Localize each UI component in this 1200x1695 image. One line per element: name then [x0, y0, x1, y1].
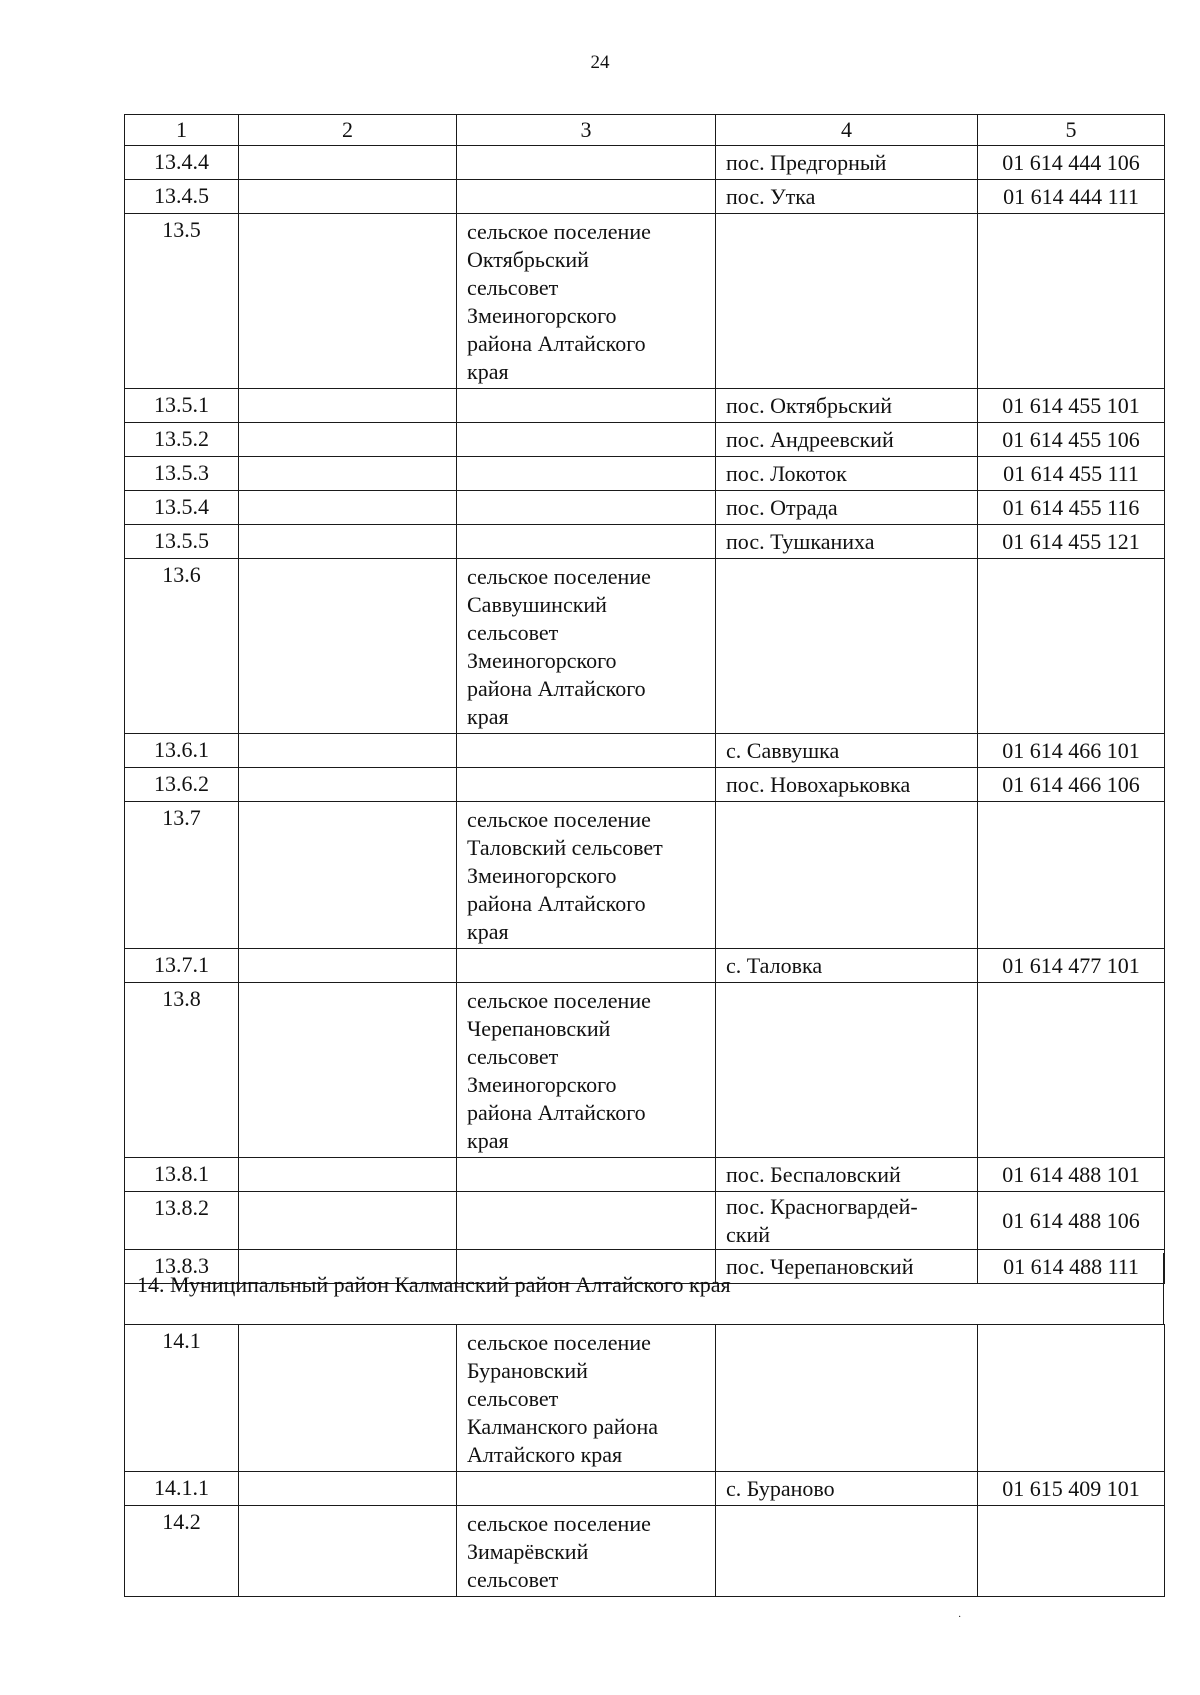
oktmo-code-cell: 01 614 488 111: [978, 1250, 1165, 1284]
settlement-name-cell: [716, 214, 978, 389]
settlement-name-cell: с. Бураново: [716, 1472, 978, 1506]
oktmo-code-cell: 01 614 455 106: [978, 423, 1165, 457]
municipality-name-cell: [457, 734, 716, 768]
municipality-name-cell: [457, 1192, 716, 1250]
municipality-name-cell: [457, 525, 716, 559]
empty-cell: [239, 389, 457, 423]
settlement-row: [125, 525, 1165, 559]
municipality-name-cell: [457, 802, 716, 949]
code-cell: 13.5.4: [125, 491, 239, 525]
settlement-row: [125, 180, 1165, 214]
code-cell: 14.2: [125, 1506, 239, 1597]
municipality-name-cell-line: района Алтайского: [467, 676, 646, 701]
settlement-name-cell: пос. Отрада: [716, 491, 978, 525]
column-number-header: 3: [457, 115, 716, 146]
settlement-name-cell: пос. Локоток: [716, 457, 978, 491]
empty-cell: [239, 802, 457, 949]
settlement-name-cell-line: пос. Красногвардей-: [726, 1194, 918, 1219]
municipality-name-cell: [457, 1158, 716, 1192]
oktmo-code-cell: 01 614 488 106: [978, 1192, 1165, 1250]
empty-cell: [239, 949, 457, 983]
settlement-row: [125, 768, 1165, 802]
settlement-row: [125, 1192, 1165, 1250]
empty-cell: [239, 146, 457, 180]
municipality-row: [125, 1506, 1165, 1597]
municipality-name-cell-line: Змеиногорского: [467, 303, 617, 328]
municipality-name-cell-line: сельское поселение: [467, 1330, 651, 1355]
code-cell: 13.8.2: [125, 1192, 239, 1250]
settlement-row: [125, 389, 1165, 423]
municipality-name-cell-line: Калманского района: [467, 1414, 659, 1439]
settlement-name-cell: с. Саввушка: [716, 734, 978, 768]
municipality-name-cell-line: края: [467, 359, 509, 384]
municipality-name-cell: [457, 214, 716, 389]
municipality-name-cell-line: района Алтайского: [467, 331, 646, 356]
municipality-name-cell-line: края: [467, 704, 509, 729]
municipality-row: [125, 802, 1165, 949]
settlement-row: [125, 949, 1165, 983]
code-cell: 13.6.1: [125, 734, 239, 768]
district-heading: 14. Муниципальный район Калманский район Алтайского края: [124, 1253, 1164, 1324]
page-number: 24: [590, 52, 610, 73]
code-cell: 13.8.3: [125, 1250, 239, 1284]
municipality-row: [125, 214, 1165, 389]
municipality-name-cell-line: Октябрьский: [467, 247, 589, 272]
settlement-name-cell: пос. Октябрьский: [716, 389, 978, 423]
code-cell: 13.5.5: [125, 525, 239, 559]
settlement-name-cell: [716, 1325, 978, 1472]
municipality-row: [125, 1325, 1165, 1472]
municipality-name-cell-line: сельсовет: [467, 1386, 559, 1411]
column-number-header: 4: [716, 115, 978, 146]
oktmo-code-cell: 01 614 455 121: [978, 525, 1165, 559]
code-cell: 13.5: [125, 214, 239, 389]
oktmo-code-cell: [978, 983, 1165, 1158]
table-header-row: [125, 115, 1165, 146]
oktmo-code-cell: 01 614 488 101: [978, 1158, 1165, 1192]
municipality-name-cell-line: сельское поселение: [467, 219, 651, 244]
settlement-name-cell: пос. Утка: [716, 180, 978, 214]
empty-cell: [239, 1158, 457, 1192]
empty-cell: [239, 734, 457, 768]
code-cell: 13.5.3: [125, 457, 239, 491]
municipality-name-cell-line: Зимарёвский: [467, 1539, 589, 1564]
code-cell: 13.4.5: [125, 180, 239, 214]
oktmo-code-cell: 01 614 455 101: [978, 389, 1165, 423]
oktmo-code-cell: 01 614 466 106: [978, 768, 1165, 802]
municipality-name-cell: [457, 949, 716, 983]
code-cell: 13.6.2: [125, 768, 239, 802]
oktmo-code-cell: [978, 1506, 1165, 1597]
municipality-name-cell: [457, 1325, 716, 1472]
code-cell: 13.7: [125, 802, 239, 949]
empty-cell: [239, 457, 457, 491]
municipality-name-cell-line: района Алтайского: [467, 891, 646, 916]
municipality-name-cell-line: сельское поселение: [467, 807, 651, 832]
municipality-name-cell-line: Змеиногорского: [467, 863, 617, 888]
empty-cell: [239, 1472, 457, 1506]
settlement-row: [125, 146, 1165, 180]
column-number-header: 5: [978, 115, 1165, 146]
empty-cell: [239, 768, 457, 802]
oktmo-code-cell: [978, 802, 1165, 949]
column-number-header: 2: [239, 115, 457, 146]
settlement-name-cell: пос. Черепановский: [716, 1250, 978, 1284]
oktmo-code-cell: 01 614 455 111: [978, 457, 1165, 491]
code-cell: 13.7.1: [125, 949, 239, 983]
municipality-name-cell-line: Алтайского края: [467, 1442, 623, 1467]
municipality-name-cell-line: сельсовет: [467, 275, 559, 300]
code-cell: 13.4.4: [125, 146, 239, 180]
oktmo-code-cell: 01 614 444 106: [978, 146, 1165, 180]
municipality-name-cell-line: Бурановский: [467, 1358, 588, 1383]
settlement-name-cell: пос. Беспаловский: [716, 1158, 978, 1192]
settlement-name-cell: [716, 1192, 978, 1250]
empty-cell: [239, 1192, 457, 1250]
empty-cell: [239, 559, 457, 734]
settlement-name-cell: [716, 1506, 978, 1597]
empty-cell: [239, 423, 457, 457]
code-cell: 14.1.1: [125, 1472, 239, 1506]
municipality-name-cell-line: Змеиногорского: [467, 648, 617, 673]
code-cell: 13.5.1: [125, 389, 239, 423]
settlement-row: [125, 1472, 1165, 1506]
municipality-name-cell: [457, 389, 716, 423]
oktmo-code-cell: 01 614 466 101: [978, 734, 1165, 768]
municipality-name-cell: [457, 146, 716, 180]
municipality-name-cell-line: края: [467, 1128, 509, 1153]
municipality-name-cell-line: края: [467, 919, 509, 944]
code-cell: 13.8.1: [125, 1158, 239, 1192]
municipality-name-cell: [457, 983, 716, 1158]
code-cell: 14.1: [125, 1325, 239, 1472]
settlement-name-cell: пос. Тушканиха: [716, 525, 978, 559]
municipality-name-cell-line: сельское поселение: [467, 1511, 651, 1536]
code-cell: 13.8: [125, 983, 239, 1158]
settlement-name-cell-line: ский: [726, 1222, 770, 1247]
oktmo-code-cell: [978, 1325, 1165, 1472]
municipality-name-cell: [457, 457, 716, 491]
municipality-name-cell: [457, 423, 716, 457]
municipality-name-cell: [457, 180, 716, 214]
municipality-row: [125, 983, 1165, 1158]
municipality-row: [125, 559, 1165, 734]
settlement-name-cell: с. Таловка: [716, 949, 978, 983]
municipality-name-cell-line: сельсовет: [467, 1567, 559, 1592]
scan-speck: ·: [958, 1612, 962, 1623]
municipality-name-cell-line: Таловский сельсовет: [467, 835, 663, 860]
municipality-name-cell: [457, 1506, 716, 1597]
column-number-header: 1: [125, 115, 239, 146]
empty-cell: [239, 1325, 457, 1472]
oktmo-code-cell: 01 614 444 111: [978, 180, 1165, 214]
empty-cell: [239, 180, 457, 214]
settlements-table: [124, 114, 1165, 1284]
oktmo-code-cell: [978, 214, 1165, 389]
settlement-row: [125, 423, 1165, 457]
oktmo-code-cell: 01 614 455 116: [978, 491, 1165, 525]
oktmo-code-cell: 01 615 409 101: [978, 1472, 1165, 1506]
municipality-name-cell: [457, 768, 716, 802]
settlement-name-cell: пос. Предгорный: [716, 146, 978, 180]
settlement-name-cell: пос. Андреевский: [716, 423, 978, 457]
code-cell: 13.6: [125, 559, 239, 734]
settlement-row: [125, 1158, 1165, 1192]
settlement-name-cell: [716, 983, 978, 1158]
settlement-row: [125, 491, 1165, 525]
municipality-name-cell-line: сельское поселение: [467, 564, 651, 589]
oktmo-code-cell: 01 614 477 101: [978, 949, 1165, 983]
code-cell: 13.5.2: [125, 423, 239, 457]
municipality-name-cell-line: Саввушинский: [467, 592, 607, 617]
oktmo-code-cell: [978, 559, 1165, 734]
empty-cell: [239, 525, 457, 559]
empty-cell: [239, 1506, 457, 1597]
settlement-name-cell: [716, 559, 978, 734]
municipality-name-cell-line: сельское поселение: [467, 988, 651, 1013]
municipality-name-cell: [457, 1472, 716, 1506]
municipality-name-cell-line: сельсовет: [467, 620, 559, 645]
municipality-name-cell: [457, 491, 716, 525]
municipality-name-cell-line: сельсовет: [467, 1044, 559, 1069]
settlement-row: [125, 734, 1165, 768]
municipality-name-cell-line: района Алтайского: [467, 1100, 646, 1125]
municipality-name-cell-line: Змеиногорского: [467, 1072, 617, 1097]
empty-cell: [239, 491, 457, 525]
empty-cell: [239, 214, 457, 389]
settlement-row: [125, 457, 1165, 491]
empty-cell: [239, 983, 457, 1158]
municipality-name-cell-line: Черепановский: [467, 1016, 611, 1041]
settlements-table-continued: [124, 1324, 1165, 1597]
municipality-name-cell: [457, 559, 716, 734]
settlement-name-cell: [716, 802, 978, 949]
settlement-name-cell: пос. Новохарьковка: [716, 768, 978, 802]
